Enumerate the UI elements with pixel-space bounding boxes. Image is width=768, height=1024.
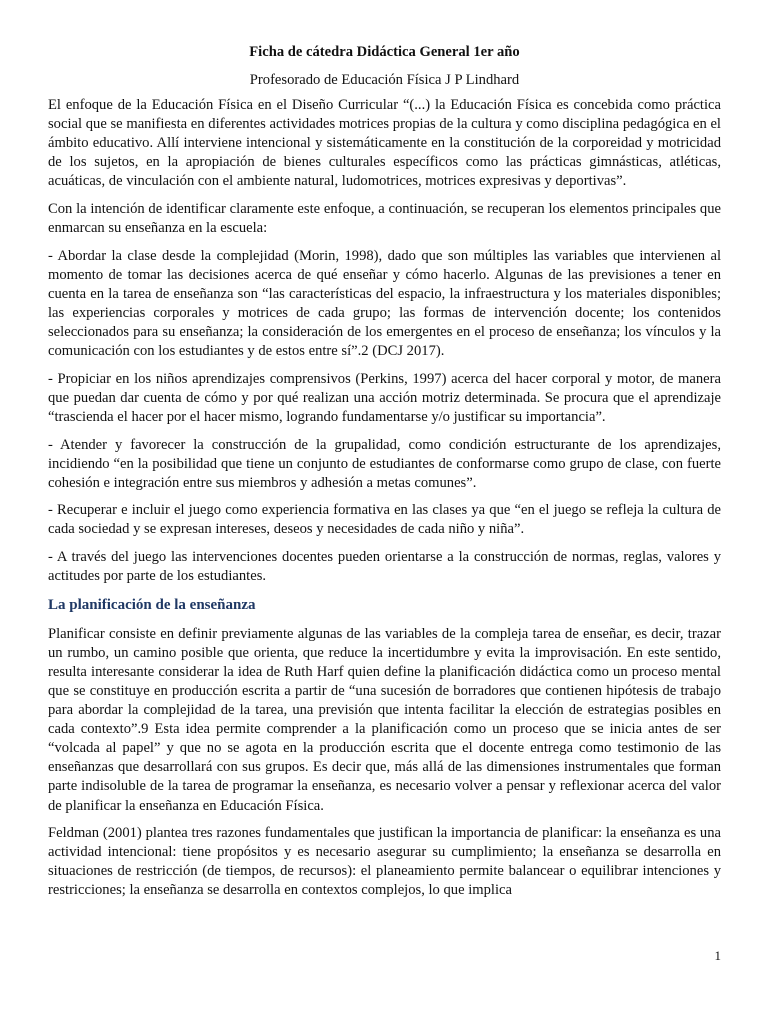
list-item-grupalidad: - Atender y favorecer la construcción de la grupalidad, como condición estructurante de los aprendizajes, incidiendo “en la posibilidad que tiene un conjunto de estudiantes de conformarse como grupo de clase, con fuerte cohesión e integración entre sus miembros y adhesión a metas comunes”. [48,436,721,491]
list-item-aprendizajes: - Propiciar en los niños aprendizajes comprensivos (Perkins, 1997) acerca del hacer corporal y motor, de manera que puedan dar cuenta de cómo y por qué realizan una acción motriz determinada. Se procura que el aprendizaje “trascienda el hacer por el hacer mismo, logrando fundamentarse y/o justificar su importancia”. [48,370,721,425]
paragraph-feldman: Feldman (2001) plantea tres razones fundamentales que justifican la importancia de planificar: la enseñanza es una actividad intencional: tiene propósitos y es necesario asegurar su cumplimiento; la enseñanza se desarrolla en situaciones de restricción (de tiempos, de recursos): el planeamiento permite balancear o equilibrar intenciones y restricciones; la enseñanza se desarrolla en contextos complejos, lo que implica [48,825,721,899]
document-page [48,42,721,909]
paragraph-planificar: Planificar consiste en definir previamente algunas de las variables de la compleja tarea de enseñar, es decir, trazar un rumbo, un camino posible que orienta, que reduce la incertidumbre y evita la improvisación. En este sentido, resulta interesante considerar la idea de Ruth Harf quien define la planificación didáctica como un proceso mental que se constituye en producción escrita a partir de “una sucesión de borradores que contienen hipótesis de trabajo para abordar la complejidad de la tarea, una previsión que intenta facilitar la elección de estrategias posibles en cada contexto”.9 Esta idea permite comprender a la planificación como un proceso que se inicia antes de ser “volcada al papel” y que no se agota en la producción escrita que el docente entrega como testimonio de las enseñanzas que desarrollará con sus grupos. Es decir que, más allá de las dimensiones instrumentales que forman parte indisoluble de la tarea de programar la enseñanza, es necesario volver a pensar y reflexionar acerca del valor de planificar la enseñanza en Educación Física. [48,625,721,814]
list-item-juego: - Recuperar e incluir el juego como experiencia formativa en las clases ya que “en el juego se refleja la cultura de cada sociedad y se expresan intereses, deseos y necesidades de cada niño y niña”. [48,502,721,538]
document-title: Ficha de cátedra Didáctica General 1er año [249,44,520,60]
list-item-complejidad: - Abordar la clase desde la complejidad (Morin, 1998), dado que son múltiples las variables que intervienen al momento de tomar las decisiones acerca de qué enseñar y cómo hacerlo. Algunas de las previsiones a tener en cuenta en la tarea de enseñanza son “las características del espacio, la infraestructura y los materiales disponibles; las experiencias corporales y motrices de cada grupo; las formas de intervención docente; los contenidos seleccionados para su enseñanza; la consideración de los emergentes en el proceso de enseñanza; los vínculos y la comunicación con los estudiantes y de estos entre sí”.2 (DCJ 2017). [48,247,721,360]
list-item-intervenciones: - A través del juego las intervenciones docentes pueden orientarse a la construcción de normas, reglas, valores y actitudes por parte de los estudiantes. [48,548,721,585]
paragraph-elements-intro: Con la intención de identificar claramente este enfoque, a continuación, se recuperan los elementos principales que enmarcan su enseñanza en la escuela: [48,200,721,237]
paragraph-intro: El enfoque de la Educación Física en el Diseño Curricular “(...) la Educación Física es concebida como práctica social que se manifiesta en diferentes actividades motrices propias de la cultura y como disciplina pedagógica en el ámbito educativo. Allí interviene intencional y sistemáticamente en la constitución de la corporeidad y motricidad de los sujetos, en la apropiación de bienes culturales específicos como las prácticas gimnásticas, atléticas, acuáticas, de vinculación con el ambiente natural, ludomotrices, motrices expresivas y deportivas”. [48,97,721,190]
section-heading: La planificación de la enseñanza [48,596,256,613]
page-number: 1 [714,948,721,963]
document-subtitle: Profesorado de Educación Física J P Lindhard [249,72,520,88]
